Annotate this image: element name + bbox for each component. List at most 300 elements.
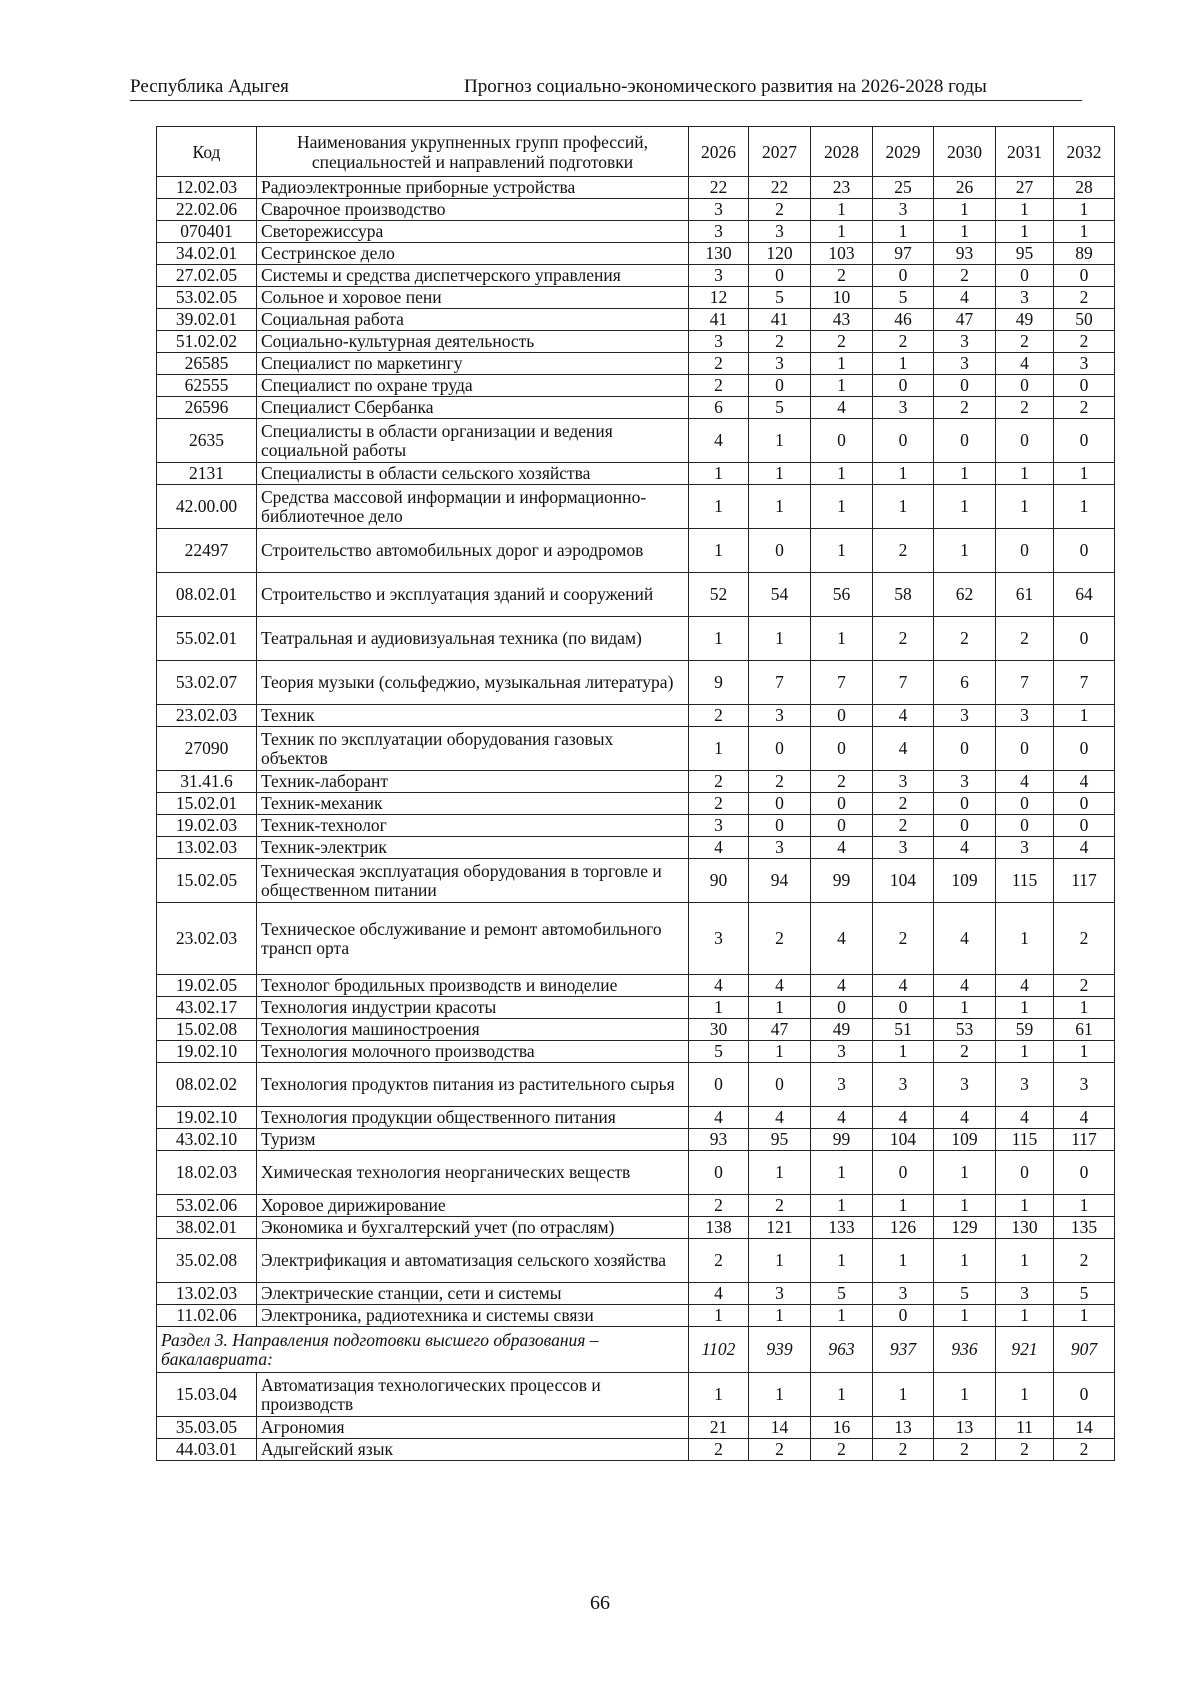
row-value: 1 bbox=[873, 221, 934, 243]
row-value: 0 bbox=[1054, 265, 1115, 287]
row-value: 0 bbox=[811, 997, 873, 1019]
row-value: 93 bbox=[689, 1129, 749, 1151]
table-row bbox=[157, 815, 1115, 837]
row-name: Специалист по маркетингу bbox=[257, 353, 689, 375]
row-name: Технология продуктов питания из растительного сырья bbox=[257, 1063, 689, 1107]
row-code: 34.02.01 bbox=[157, 243, 257, 265]
row-value: 2 bbox=[1054, 975, 1115, 997]
row-value: 1 bbox=[689, 617, 749, 661]
row-value: 51 bbox=[873, 1019, 934, 1041]
row-value: 1 bbox=[873, 1373, 934, 1417]
row-value: 3 bbox=[873, 1063, 934, 1107]
row-value: 7 bbox=[749, 661, 811, 705]
row-value: 1 bbox=[811, 617, 873, 661]
row-value: 1 bbox=[811, 529, 873, 573]
table-row bbox=[157, 771, 1115, 793]
row-value: 115 bbox=[996, 859, 1054, 903]
row-value: 4 bbox=[996, 1107, 1054, 1129]
row-value: 0 bbox=[811, 815, 873, 837]
row-code: 2635 bbox=[157, 419, 257, 463]
table-row bbox=[157, 705, 1115, 727]
row-value: 1 bbox=[873, 1239, 934, 1283]
row-value: 89 bbox=[1054, 243, 1115, 265]
row-code: 23.02.03 bbox=[157, 903, 257, 975]
row-value: 1 bbox=[996, 1373, 1054, 1417]
row-value: 1 bbox=[811, 375, 873, 397]
row-value: 2 bbox=[934, 1439, 996, 1461]
table-row bbox=[157, 397, 1115, 419]
column-header: 2029 bbox=[873, 127, 934, 177]
row-value: 5 bbox=[811, 1283, 873, 1305]
row-value: 2 bbox=[1054, 903, 1115, 975]
row-value: 2 bbox=[749, 331, 811, 353]
row-value: 4 bbox=[811, 903, 873, 975]
row-name: Техническое обслуживание и ремонт автомобильного трансп орта bbox=[257, 903, 689, 975]
table-row bbox=[157, 243, 1115, 265]
table-row bbox=[157, 903, 1115, 975]
row-value: 117 bbox=[1054, 859, 1115, 903]
row-value: 1 bbox=[934, 529, 996, 573]
row-value: 0 bbox=[873, 1151, 934, 1195]
row-value: 1 bbox=[934, 1195, 996, 1217]
row-value: 2 bbox=[873, 331, 934, 353]
row-value: 1 bbox=[811, 1305, 873, 1327]
row-value: 2 bbox=[1054, 1239, 1115, 1283]
row-value: 0 bbox=[811, 793, 873, 815]
row-code: 62555 bbox=[157, 375, 257, 397]
table-row bbox=[157, 1305, 1115, 1327]
row-code: 13.02.03 bbox=[157, 837, 257, 859]
row-value: 2 bbox=[689, 1195, 749, 1217]
row-value: 90 bbox=[689, 859, 749, 903]
row-value: 7 bbox=[1054, 661, 1115, 705]
row-name: Автоматизация технологических процессов и производств bbox=[257, 1373, 689, 1417]
row-code: 27.02.05 bbox=[157, 265, 257, 287]
row-value: 53 bbox=[934, 1019, 996, 1041]
row-value: 0 bbox=[996, 419, 1054, 463]
row-code: 22497 bbox=[157, 529, 257, 573]
table-row bbox=[157, 1129, 1115, 1151]
row-value: 1 bbox=[934, 1151, 996, 1195]
row-value: 1 bbox=[749, 463, 811, 485]
table-row bbox=[157, 309, 1115, 331]
table-row bbox=[157, 837, 1115, 859]
table-row bbox=[157, 199, 1115, 221]
row-value: 1 bbox=[996, 221, 1054, 243]
row-value: 59 bbox=[996, 1019, 1054, 1041]
row-value: 12 bbox=[689, 287, 749, 309]
row-value: 0 bbox=[689, 1151, 749, 1195]
row-value: 2 bbox=[873, 1439, 934, 1461]
row-value: 1 bbox=[689, 727, 749, 771]
row-value: 1 bbox=[749, 1305, 811, 1327]
table-row bbox=[157, 1019, 1115, 1041]
row-name: Электрификация и автоматизация сельского хозяйства bbox=[257, 1239, 689, 1283]
table-row bbox=[157, 221, 1115, 243]
row-name: Строительство автомобильных дорог и аэродромов bbox=[257, 529, 689, 573]
section-value: 939 bbox=[749, 1327, 811, 1373]
row-value: 0 bbox=[689, 1063, 749, 1107]
row-value: 4 bbox=[811, 975, 873, 997]
row-value: 0 bbox=[873, 419, 934, 463]
row-value: 64 bbox=[1054, 573, 1115, 617]
row-value: 1 bbox=[811, 221, 873, 243]
row-value: 3 bbox=[689, 903, 749, 975]
row-value: 1 bbox=[749, 485, 811, 529]
row-value: 27 bbox=[996, 177, 1054, 199]
row-value: 0 bbox=[1054, 793, 1115, 815]
table-row bbox=[157, 265, 1115, 287]
row-name: Техник по эксплуатации оборудования газовых объектов bbox=[257, 727, 689, 771]
row-name: Социально-культурная деятельность bbox=[257, 331, 689, 353]
row-value: 4 bbox=[934, 1107, 996, 1129]
table-row bbox=[157, 287, 1115, 309]
row-value: 22 bbox=[749, 177, 811, 199]
row-value: 1 bbox=[934, 1305, 996, 1327]
row-value: 1 bbox=[934, 1373, 996, 1417]
row-value: 0 bbox=[1054, 375, 1115, 397]
row-code: 53.02.05 bbox=[157, 287, 257, 309]
row-value: 2 bbox=[689, 375, 749, 397]
column-header: 2028 bbox=[811, 127, 873, 177]
row-value: 0 bbox=[1054, 815, 1115, 837]
row-value: 0 bbox=[934, 815, 996, 837]
row-value: 7 bbox=[811, 661, 873, 705]
row-value: 1 bbox=[996, 1305, 1054, 1327]
row-value: 1 bbox=[749, 419, 811, 463]
row-value: 4 bbox=[689, 1107, 749, 1129]
row-value: 0 bbox=[1054, 1373, 1115, 1417]
row-value: 1 bbox=[1054, 485, 1115, 529]
row-value: 3 bbox=[873, 771, 934, 793]
row-value: 93 bbox=[934, 243, 996, 265]
row-value: 1 bbox=[749, 1041, 811, 1063]
row-value: 4 bbox=[811, 397, 873, 419]
row-code: 26585 bbox=[157, 353, 257, 375]
row-name: Техническая эксплуатация оборудования в торговле и общественном питании bbox=[257, 859, 689, 903]
row-value: 4 bbox=[996, 771, 1054, 793]
row-value: 130 bbox=[996, 1217, 1054, 1239]
row-value: 0 bbox=[934, 727, 996, 771]
row-value: 95 bbox=[996, 243, 1054, 265]
row-value: 103 bbox=[811, 243, 873, 265]
table-row bbox=[157, 1439, 1115, 1461]
row-value: 3 bbox=[934, 771, 996, 793]
row-value: 0 bbox=[811, 727, 873, 771]
table-row bbox=[157, 1373, 1115, 1417]
row-name: Агрономия bbox=[257, 1417, 689, 1439]
row-code: 08.02.01 bbox=[157, 573, 257, 617]
row-code: 15.02.08 bbox=[157, 1019, 257, 1041]
row-value: 2 bbox=[873, 793, 934, 815]
row-value: 62 bbox=[934, 573, 996, 617]
row-value: 21 bbox=[689, 1417, 749, 1439]
row-value: 0 bbox=[996, 1151, 1054, 1195]
column-header: 2026 bbox=[689, 127, 749, 177]
row-name: Туризм bbox=[257, 1129, 689, 1151]
row-value: 2 bbox=[811, 265, 873, 287]
row-value: 1 bbox=[811, 1151, 873, 1195]
row-value: 56 bbox=[811, 573, 873, 617]
row-code: 55.02.01 bbox=[157, 617, 257, 661]
row-value: 47 bbox=[749, 1019, 811, 1041]
row-name: Техник bbox=[257, 705, 689, 727]
row-value: 130 bbox=[689, 243, 749, 265]
row-value: 0 bbox=[811, 419, 873, 463]
table-row bbox=[157, 485, 1115, 529]
row-value: 30 bbox=[689, 1019, 749, 1041]
row-name: Электрические станции, сети и системы bbox=[257, 1283, 689, 1305]
row-code: 44.03.01 bbox=[157, 1439, 257, 1461]
row-value: 1 bbox=[1054, 1305, 1115, 1327]
section-value: 937 bbox=[873, 1327, 934, 1373]
row-value: 2 bbox=[689, 705, 749, 727]
row-value: 97 bbox=[873, 243, 934, 265]
row-code: 27090 bbox=[157, 727, 257, 771]
row-value: 109 bbox=[934, 1129, 996, 1151]
row-value: 0 bbox=[749, 793, 811, 815]
row-value: 1 bbox=[749, 617, 811, 661]
row-value: 0 bbox=[749, 727, 811, 771]
row-value: 25 bbox=[873, 177, 934, 199]
row-code: 42.00.00 bbox=[157, 485, 257, 529]
row-value: 2 bbox=[873, 529, 934, 573]
table-row bbox=[157, 1063, 1115, 1107]
table-row bbox=[157, 1107, 1115, 1129]
table-row bbox=[157, 617, 1115, 661]
row-value: 138 bbox=[689, 1217, 749, 1239]
row-value: 1 bbox=[934, 485, 996, 529]
row-value: 0 bbox=[996, 727, 1054, 771]
row-value: 58 bbox=[873, 573, 934, 617]
row-value: 2 bbox=[996, 617, 1054, 661]
row-value: 3 bbox=[996, 705, 1054, 727]
row-name: Техник-механик bbox=[257, 793, 689, 815]
row-value: 2 bbox=[689, 353, 749, 375]
row-code: 15.02.01 bbox=[157, 793, 257, 815]
row-value: 3 bbox=[811, 1063, 873, 1107]
row-value: 43 bbox=[811, 309, 873, 331]
row-value: 0 bbox=[996, 529, 1054, 573]
row-value: 1 bbox=[873, 1041, 934, 1063]
row-value: 1 bbox=[996, 1195, 1054, 1217]
row-name: Специалист по охране труда bbox=[257, 375, 689, 397]
column-header: 2032 bbox=[1054, 127, 1115, 177]
row-value: 2 bbox=[811, 771, 873, 793]
row-name: Хоровое дирижирование bbox=[257, 1195, 689, 1217]
section-row bbox=[157, 1327, 1115, 1373]
table-row bbox=[157, 529, 1115, 573]
row-value: 1 bbox=[996, 1239, 1054, 1283]
table-row bbox=[157, 1041, 1115, 1063]
section-value: 907 bbox=[1054, 1327, 1115, 1373]
row-value: 1 bbox=[749, 997, 811, 1019]
row-name: Химическая технология неорганических веществ bbox=[257, 1151, 689, 1195]
row-value: 1 bbox=[934, 997, 996, 1019]
row-value: 0 bbox=[873, 1305, 934, 1327]
row-name: Специалист Сбербанка bbox=[257, 397, 689, 419]
row-value: 3 bbox=[1054, 1063, 1115, 1107]
row-value: 2 bbox=[689, 771, 749, 793]
row-value: 1 bbox=[934, 221, 996, 243]
row-value: 2 bbox=[873, 815, 934, 837]
row-value: 0 bbox=[996, 793, 1054, 815]
section-title: Раздел 3. Направления подготовки высшего образования – бакалавриата: bbox=[157, 1327, 689, 1373]
row-value: 1 bbox=[1054, 221, 1115, 243]
row-value: 2 bbox=[934, 617, 996, 661]
row-value: 14 bbox=[749, 1417, 811, 1439]
row-value: 1 bbox=[934, 199, 996, 221]
table-row bbox=[157, 1151, 1115, 1195]
row-value: 1 bbox=[811, 485, 873, 529]
row-value: 4 bbox=[811, 837, 873, 859]
row-value: 1 bbox=[873, 463, 934, 485]
row-value: 5 bbox=[934, 1283, 996, 1305]
row-name: Электроника, радиотехника и системы связи bbox=[257, 1305, 689, 1327]
page-number: 66 bbox=[590, 1592, 610, 1614]
row-value: 1 bbox=[1054, 997, 1115, 1019]
row-code: 31.41.6 bbox=[157, 771, 257, 793]
row-value: 4 bbox=[873, 1107, 934, 1129]
row-value: 2 bbox=[749, 199, 811, 221]
row-value: 4 bbox=[1054, 1107, 1115, 1129]
row-value: 46 bbox=[873, 309, 934, 331]
row-value: 2 bbox=[996, 397, 1054, 419]
row-value: 41 bbox=[689, 309, 749, 331]
forecast-table bbox=[156, 126, 1115, 1461]
row-code: 43.02.10 bbox=[157, 1129, 257, 1151]
row-name: Технология молочного производства bbox=[257, 1041, 689, 1063]
row-value: 2 bbox=[1054, 1439, 1115, 1461]
row-value: 23 bbox=[811, 177, 873, 199]
row-name: Театральная и аудиовизуальная техника (по видам) bbox=[257, 617, 689, 661]
row-value: 121 bbox=[749, 1217, 811, 1239]
row-value: 1 bbox=[811, 1239, 873, 1283]
row-value: 0 bbox=[873, 997, 934, 1019]
table-row bbox=[157, 1195, 1115, 1217]
table-row bbox=[157, 463, 1115, 485]
table-row bbox=[157, 331, 1115, 353]
row-code: 35.02.08 bbox=[157, 1239, 257, 1283]
row-value: 4 bbox=[1054, 837, 1115, 859]
row-value: 2 bbox=[749, 903, 811, 975]
row-name: Системы и средства диспетчерского управления bbox=[257, 265, 689, 287]
row-value: 11 bbox=[996, 1417, 1054, 1439]
row-value: 54 bbox=[749, 573, 811, 617]
row-value: 1 bbox=[811, 1373, 873, 1417]
row-value: 126 bbox=[873, 1217, 934, 1239]
row-value: 28 bbox=[1054, 177, 1115, 199]
row-value: 3 bbox=[996, 287, 1054, 309]
row-value: 1 bbox=[1054, 199, 1115, 221]
row-value: 2 bbox=[811, 331, 873, 353]
row-value: 99 bbox=[811, 859, 873, 903]
row-value: 2 bbox=[873, 617, 934, 661]
row-code: 15.02.05 bbox=[157, 859, 257, 903]
row-value: 4 bbox=[873, 705, 934, 727]
row-name: Сольное и хоровое пени bbox=[257, 287, 689, 309]
row-value: 2 bbox=[934, 1041, 996, 1063]
row-value: 3 bbox=[1054, 353, 1115, 375]
row-code: 08.02.02 bbox=[157, 1063, 257, 1107]
row-value: 95 bbox=[749, 1129, 811, 1151]
row-value: 4 bbox=[934, 975, 996, 997]
row-value: 0 bbox=[996, 265, 1054, 287]
row-code: 53.02.06 bbox=[157, 1195, 257, 1217]
row-value: 10 bbox=[811, 287, 873, 309]
row-value: 2 bbox=[689, 793, 749, 815]
row-value: 115 bbox=[996, 1129, 1054, 1151]
row-value: 4 bbox=[934, 837, 996, 859]
row-code: 12.02.03 bbox=[157, 177, 257, 199]
column-header: 2027 bbox=[749, 127, 811, 177]
row-value: 1 bbox=[996, 485, 1054, 529]
row-value: 52 bbox=[689, 573, 749, 617]
row-value: 1 bbox=[996, 199, 1054, 221]
row-value: 14 bbox=[1054, 1417, 1115, 1439]
row-value: 4 bbox=[934, 287, 996, 309]
row-value: 1 bbox=[689, 1373, 749, 1417]
row-value: 0 bbox=[873, 375, 934, 397]
page-header bbox=[130, 72, 1082, 101]
row-value: 1 bbox=[1054, 705, 1115, 727]
table-row bbox=[157, 375, 1115, 397]
row-value: 0 bbox=[934, 419, 996, 463]
row-code: 19.02.05 bbox=[157, 975, 257, 997]
row-value: 0 bbox=[1054, 419, 1115, 463]
row-value: 7 bbox=[996, 661, 1054, 705]
table-row bbox=[157, 353, 1115, 375]
table-row bbox=[157, 419, 1115, 463]
row-name: Сварочное производство bbox=[257, 199, 689, 221]
row-name: Технология индустрии красоты bbox=[257, 997, 689, 1019]
row-name: Специалисты в области сельского хозяйства bbox=[257, 463, 689, 485]
row-value: 99 bbox=[811, 1129, 873, 1151]
row-value: 1 bbox=[689, 997, 749, 1019]
column-header: Наименования укрупненных групп профессий, специальностей и направлений подготовки bbox=[257, 127, 689, 177]
row-value: 26 bbox=[934, 177, 996, 199]
row-value: 3 bbox=[689, 221, 749, 243]
row-name: Теория музыки (сольфеджио, музыкальная литература) bbox=[257, 661, 689, 705]
row-value: 3 bbox=[873, 199, 934, 221]
row-value: 2 bbox=[934, 397, 996, 419]
row-value: 0 bbox=[749, 815, 811, 837]
row-value: 4 bbox=[749, 1107, 811, 1129]
row-value: 47 bbox=[934, 309, 996, 331]
row-value: 1 bbox=[873, 353, 934, 375]
row-value: 3 bbox=[749, 1283, 811, 1305]
row-value: 4 bbox=[1054, 771, 1115, 793]
row-value: 3 bbox=[996, 837, 1054, 859]
row-value: 5 bbox=[873, 287, 934, 309]
row-name: Строительство и эксплуатация зданий и сооружений bbox=[257, 573, 689, 617]
row-value: 0 bbox=[1054, 529, 1115, 573]
table-row bbox=[157, 793, 1115, 815]
row-name: Сестринское дело bbox=[257, 243, 689, 265]
row-value: 109 bbox=[934, 859, 996, 903]
section-value: 921 bbox=[996, 1327, 1054, 1373]
table-row bbox=[157, 661, 1115, 705]
row-value: 1 bbox=[811, 463, 873, 485]
row-name: Радиоэлектронные приборные устройства bbox=[257, 177, 689, 199]
row-value: 0 bbox=[1054, 617, 1115, 661]
row-value: 3 bbox=[873, 1283, 934, 1305]
row-value: 16 bbox=[811, 1417, 873, 1439]
row-value: 3 bbox=[749, 705, 811, 727]
row-value: 1 bbox=[749, 1151, 811, 1195]
row-value: 1 bbox=[934, 1239, 996, 1283]
row-value: 13 bbox=[934, 1417, 996, 1439]
